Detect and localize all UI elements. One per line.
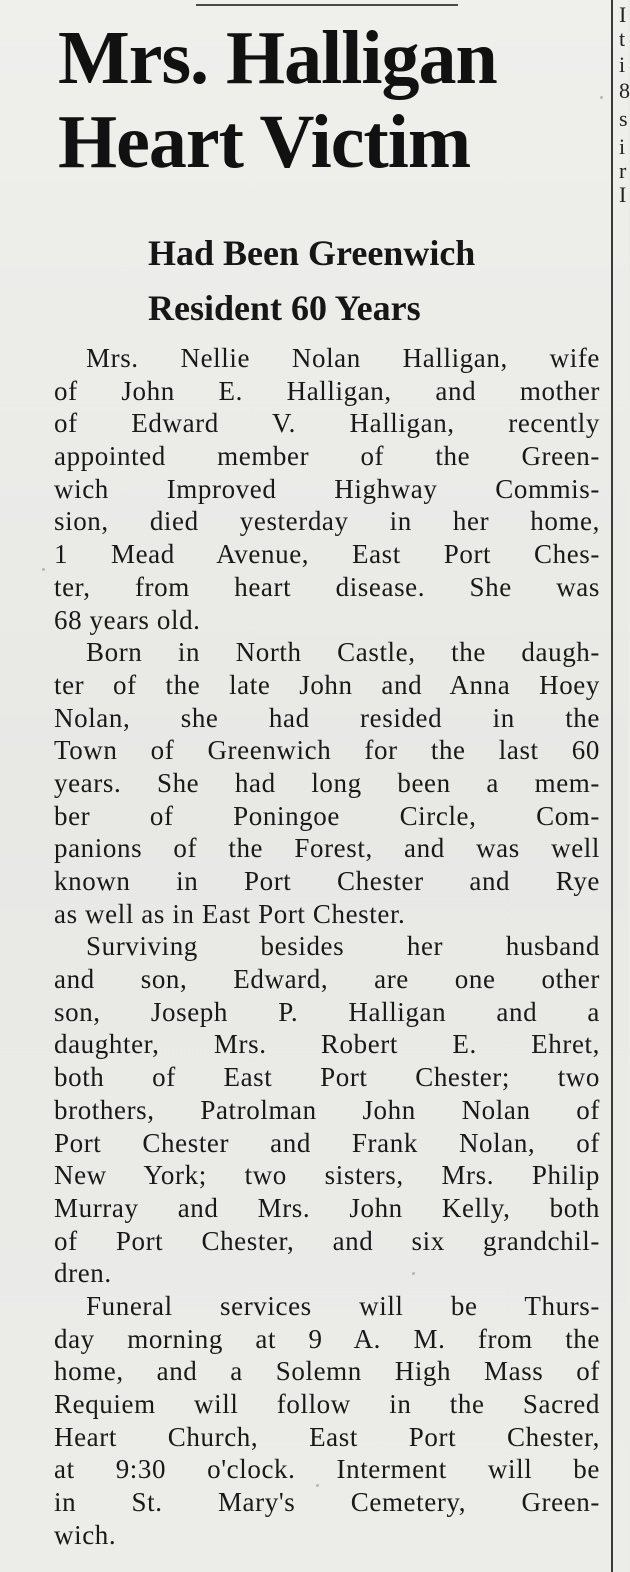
adjacent-fragment: i [619, 134, 626, 159]
paper-speck [600, 96, 603, 99]
article-line: Nolan, she had resided in the [54, 702, 600, 733]
article-line: appointed member of the Green- [54, 441, 600, 472]
adjacent-fragment: s [619, 106, 628, 131]
subheadline-line: Had Been Greenwich [148, 233, 476, 273]
article-line: of Edward V. Halligan, recently [54, 408, 600, 439]
article-line: day morning at 9 A. M. from the [54, 1323, 600, 1354]
article-line: 68 years old. [54, 604, 201, 635]
subheadline [148, 226, 606, 336]
article-line: dren. [54, 1258, 112, 1289]
article-line: sion, died yesterday in her home, [54, 506, 600, 537]
article-line: Surviving besides her husband [86, 931, 600, 962]
adjacent-fragment: 8 [619, 78, 630, 103]
article-line: in St. Mary's Cemetery, Green- [54, 1487, 600, 1518]
article-line: son, Joseph P. Halligan and a [54, 996, 600, 1027]
article-line: daughter, Mrs. Robert E. Ehret, [54, 1029, 600, 1060]
article-line: ber of Poningoe Circle, Com- [54, 800, 600, 831]
adjacent-fragment: t [619, 26, 626, 51]
article-line: Mrs. Nellie Nolan Halligan, wife [86, 343, 600, 373]
article-line: brothers, Patrolman John Nolan of [54, 1094, 600, 1125]
article-line: ter of the late John and Anna Hoey [54, 669, 600, 700]
article-body [54, 342, 600, 1551]
article-line: as well as in East Port Chester. [54, 898, 406, 929]
article-line: wich Improved Highway Commis- [54, 473, 600, 504]
article-line: both of East Port Chester; two [54, 1062, 600, 1093]
article-line: at 9:30 o'clock. Interment will be [54, 1454, 600, 1485]
article-line: Port Chester and Frank Nolan, of [54, 1127, 600, 1158]
adjacent-fragment: i [619, 52, 626, 77]
adjacent-fragment: I [619, 182, 627, 207]
article-line: ter, from heart disease. She was [54, 571, 600, 602]
column-rule [611, 0, 613, 1572]
paper-speck [42, 568, 45, 571]
paper-speck [316, 1484, 319, 1487]
adjacent-fragment: r [619, 158, 627, 183]
article-line: Murray and Mrs. John Kelly, both [54, 1192, 600, 1223]
article-line: Born in North Castle, the daugh- [86, 637, 600, 668]
article-line: Funeral services will be Thurs- [86, 1290, 600, 1321]
top-rule [196, 4, 458, 6]
article-line: wich. [54, 1519, 117, 1550]
article-line: panions of the Forest, and was well [54, 833, 600, 864]
subheadline-line: Resident 60 Years [148, 288, 421, 328]
article-line: Heart Church, East Port Chester, [54, 1421, 600, 1452]
article-line: home, and a Solemn High Mass of [54, 1356, 600, 1387]
article-line: Requiem will follow in the Sacred [54, 1389, 600, 1419]
article-line: New York; two sisters, Mrs. Philip [54, 1160, 600, 1191]
paper-speck [412, 1272, 415, 1275]
article-line: years. She had long been a mem- [54, 767, 600, 798]
headline [58, 16, 606, 184]
article-line: of Port Chester, and six grandchil- [54, 1225, 600, 1256]
adjacent-column-fragments [617, 0, 628, 1572]
article-line: of John E. Halligan, and mother [54, 375, 600, 406]
article-line: and son, Edward, are one other [54, 964, 600, 995]
article-line: 1 Mead Avenue, East Port Ches- [54, 539, 600, 570]
adjacent-fragment: I [619, 2, 627, 27]
article-line: Town of Greenwich for the last 60 [54, 735, 600, 766]
headline-line: Heart Victim [58, 100, 471, 184]
headline-line: Mrs. Halligan [58, 16, 497, 100]
article-line: known in Port Chester and Rye [54, 866, 600, 896]
